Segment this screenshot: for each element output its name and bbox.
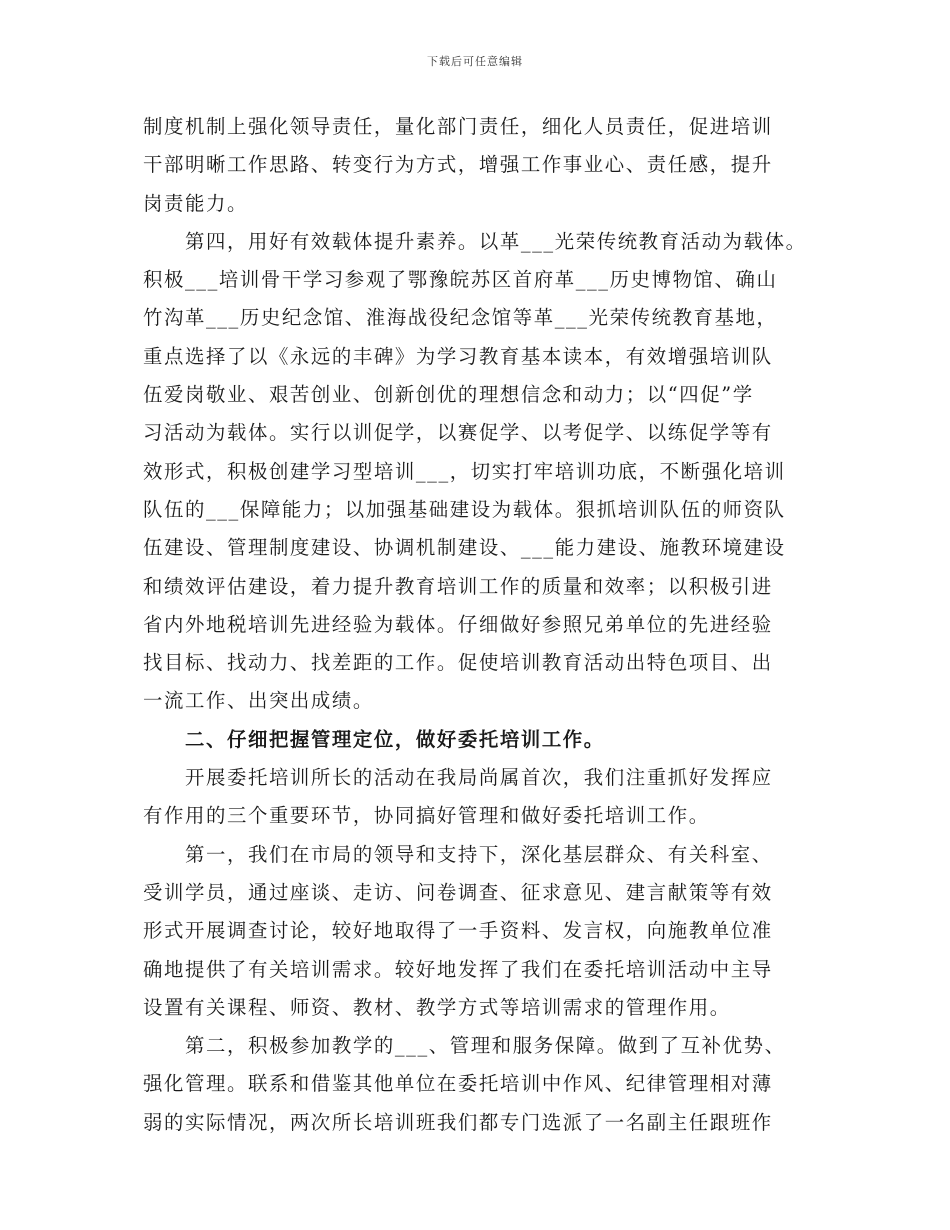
text-line: 干部明晰工作思路、转变行为方式，增强工作事业心、责任感，提升 (143, 153, 773, 177)
text-line: 有作用的三个重要环节，协同搞好管理和做好委托培训工作。 (143, 804, 710, 828)
text-line: 一流工作、出突出成绩。 (143, 689, 374, 713)
paragraph-5 (143, 1027, 821, 1142)
paragraph-4 (143, 836, 821, 1027)
text-line: 积极___培训骨干学习参观了鄂豫皖苏区首府革___历史博物馆、确山 (143, 268, 778, 292)
page-header-note: 下载后可任意编辑 (427, 55, 523, 68)
paragraph-3 (143, 759, 821, 836)
text-line: 第四，用好有效载体提升素养。以革___光荣传统教育活动为载体。 (143, 229, 807, 253)
text-line: 重点选择了以《永远的丰碑》为学习教育基本读本，有效增强培训队 (143, 344, 773, 368)
text-line: 竹沟革___历史纪念馆、淮海战役纪念馆等革___光荣传统教育基地， (143, 306, 778, 330)
document-body (143, 108, 821, 1142)
text-line: 形式开展调查讨论，较好地取得了一手资料、发言权，向施教单位准 (143, 919, 773, 943)
text-line: 弱的实际情况，两次所长培训班我们都专门选派了一名副主任跟班作 (143, 1110, 773, 1134)
text-line: 队伍的___保障能力；以加强基础建设为载体。狠抓培训队伍的师资队 (143, 497, 786, 521)
heading-text: 二、仔细把握管理定位，做好委托培训工作。 (143, 727, 605, 751)
text-line: 找目标、找动力、找差距的工作。促使培训教育活动出特色项目、出 (143, 651, 773, 675)
text-line: 第二，积极参加教学的___、管理和服务保障。做到了互补优势、 (143, 1034, 786, 1058)
paragraph-2 (143, 223, 821, 721)
text-line: 第一，我们在市局的领导和支持下，深化基层群众、有关科室、 (143, 842, 773, 866)
paragraph-1 (143, 108, 821, 223)
section-heading (143, 721, 821, 759)
text-line: 设置有关课程、师资、教材、教学方式等培训需求的管理作用。 (143, 995, 731, 1019)
text-line: 确地提供了有关培训需求。较好地发挥了我们在委托培训活动中主导 (143, 957, 773, 981)
text-line: 伍爱岗敬业、艰苦创业、创新创优的理想信念和动力；以“四促”学 (143, 383, 754, 407)
text-line: 伍建设、管理制度建设、协调机制建设、___能力建设、施教环境建设 (143, 536, 786, 560)
text-line: 制度机制上强化领导责任，量化部门责任，细化人员责任，促进培训 (143, 115, 773, 138)
text-line: 效形式，积极创建学习型培训___，切实打牢培训功底，不断强化培训 (143, 459, 786, 483)
text-line: 强化管理。联系和借鉴其他单位在委托培训中作风、纪律管理相对薄 (143, 1072, 773, 1096)
text-line: 受训学员，通过座谈、走访、问卷调查、征求意见、建言献策等有效 (143, 880, 773, 904)
text-line: 习活动为载体。实行以训促学，以赛促学、以考促学、以练促学等有 (143, 421, 773, 445)
text-line: 省内外地税培训先进经验为载体。仔细做好参照兄弟单位的先进经验 (143, 612, 773, 636)
text-line: 和绩效评估建设，着力提升教育培训工作的质量和效率；以积极引进 (143, 574, 773, 598)
text-line: 开展委托培训所长的活动在我局尚属首次，我们注重抓好发挥应 (143, 766, 773, 790)
text-line: 岗责能力。 (143, 191, 248, 215)
